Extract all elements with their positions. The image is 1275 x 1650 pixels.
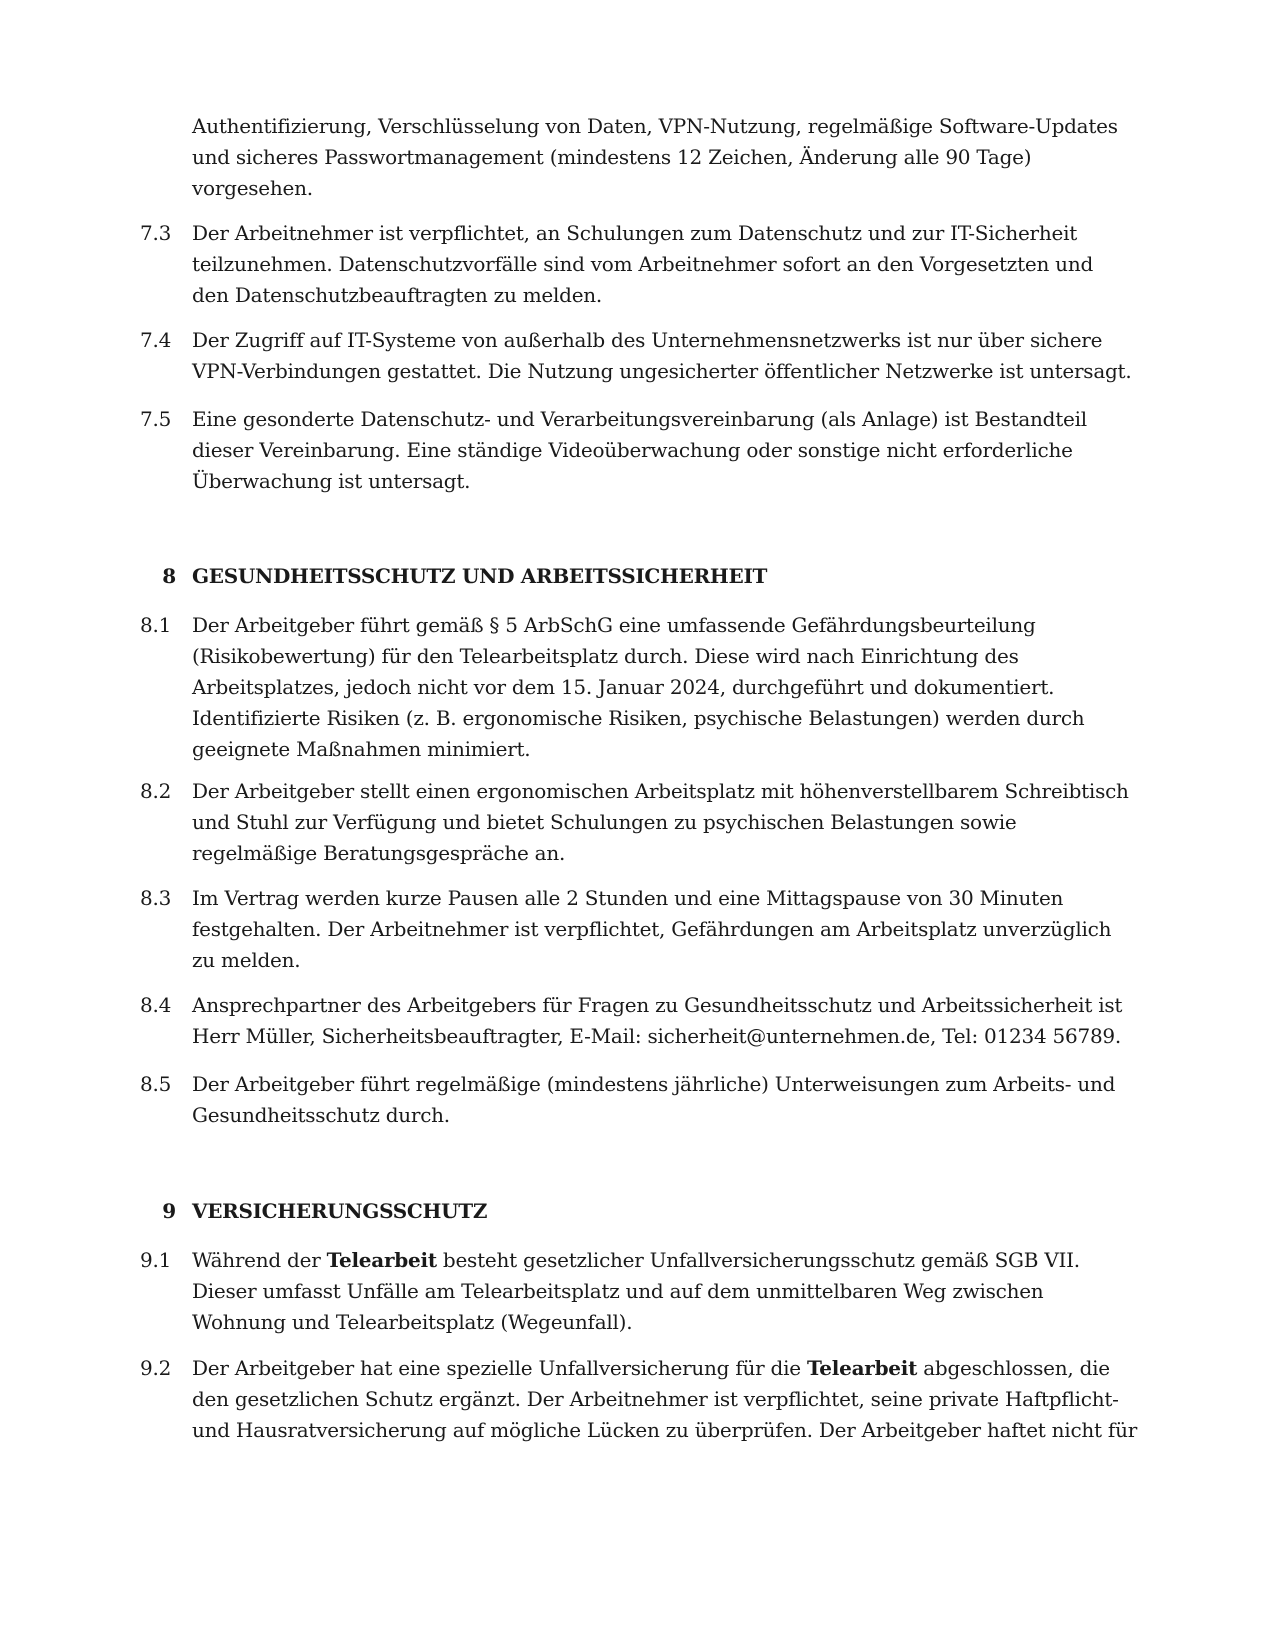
text-line: und Stuhl zur Verfügung und bietet Schulungen zu psychischen Belastungen sowie xyxy=(192,810,1017,834)
text-line: Der Zugriff auf IT-Systeme von außerhalb des Unternehmensnetzwerks ist nur über sichere xyxy=(192,328,1103,352)
clause-text xyxy=(192,218,1150,311)
section-title: GESUNDHEITSSCHUTZ UND ARBEITSSICHERHEIT xyxy=(192,564,768,588)
section-heading-9 xyxy=(140,1196,1150,1227)
text-line: vorgesehen. xyxy=(192,176,313,200)
clause-number: 8.4 xyxy=(140,993,172,1017)
text-line: Eine gesonderte Datenschutz- und Verarbeitungsvereinbarung (als Anlage) ist Bestandteil xyxy=(192,407,1087,431)
text-line xyxy=(192,1245,1150,1276)
text-line: Authentifizierung, Verschlüsselung von Daten, VPN-Nutzung, regelmäßige Software-Updates xyxy=(192,114,1118,138)
clause-text xyxy=(192,776,1150,869)
text-line: zu melden. xyxy=(192,948,301,972)
clause-8-5 xyxy=(140,1069,1150,1131)
text-line: Herr Müller, Sicherheitsbeauftragter, E-Mail: sicherheit@unternehmen.de, Tel: 01234 56789. xyxy=(192,1024,1122,1048)
clause-text xyxy=(192,404,1150,497)
text-line: Identifizierte Risiken (z. B. ergonomische Risiken, psychische Belastungen) werden durch xyxy=(192,706,1085,730)
clause-text xyxy=(192,1069,1150,1131)
emphasis-term: Telearbeit xyxy=(326,1248,437,1272)
text-line: Der Arbeitgeber stellt einen ergonomischen Arbeitsplatz mit höhenverstellbarem Schreibtisch xyxy=(192,779,1129,803)
clause-text xyxy=(192,325,1150,387)
section-heading-8 xyxy=(140,561,1150,592)
text-line: VPN-Verbindungen gestattet. Die Nutzung ungesicherter öffentlicher Netzwerke ist untersagt. xyxy=(192,359,1132,383)
text-line: Ansprechpartner des Arbeitgebers für Fragen zu Gesundheitsschutz und Arbeitssicherheit ist xyxy=(192,993,1123,1017)
clause-text xyxy=(192,1353,1150,1446)
text-line: dieser Vereinbarung. Eine ständige Videoüberwachung oder sonstige nicht erforderliche xyxy=(192,438,1073,462)
text-fragment: Während der xyxy=(192,1248,327,1272)
text-line: Dieser umfasst Unfälle am Telearbeitsplatz und auf dem unmittelbaren Weg zwischen xyxy=(192,1279,1044,1303)
clause-text xyxy=(192,111,1150,204)
section-number: 9 xyxy=(162,1199,176,1223)
clause-number: 8.5 xyxy=(140,1072,172,1096)
clause-7-3 xyxy=(140,218,1150,311)
clause-text xyxy=(192,990,1150,1052)
text-line: (Risikobewertung) für den Telearbeitsplatz durch. Diese wird nach Einrichtung des xyxy=(192,644,1019,668)
clause-9-1 xyxy=(140,1245,1150,1338)
text-line: regelmäßige Beratungsgespräche an. xyxy=(192,841,566,865)
clause-7-5 xyxy=(140,404,1150,497)
clause-number: 8.1 xyxy=(140,613,172,637)
text-line: Arbeitsplatzes, jedoch nicht vor dem 15. Januar 2024, durchgeführt und dokumentiert. xyxy=(192,675,1055,699)
clause-7-4 xyxy=(140,325,1150,387)
text-fragment: Der Arbeitgeber hat eine spezielle Unfallversicherung für die xyxy=(192,1356,807,1380)
text-line: den gesetzlichen Schutz ergänzt. Der Arbeitnehmer ist verpflichtet, seine private Haftpflicht- xyxy=(192,1387,1119,1411)
clause-8-3 xyxy=(140,883,1150,976)
text-line: Im Vertrag werden kurze Pausen alle 2 Stunden und eine Mittagspause von 30 Minuten xyxy=(192,886,1064,910)
clause-8-2 xyxy=(140,776,1150,869)
clause-text xyxy=(192,883,1150,976)
clause-number: 9.1 xyxy=(140,1248,172,1272)
clause-text xyxy=(192,610,1150,765)
text-fragment: besteht gesetzlicher Unfallversicherungsschutz gemäß SGB VII. xyxy=(436,1248,1080,1272)
clause-number: 7.4 xyxy=(140,328,172,352)
text-line: geeignete Maßnahmen minimiert. xyxy=(192,737,531,761)
clause-7-2-continuation xyxy=(140,111,1150,204)
clause-9-2 xyxy=(140,1353,1150,1446)
text-line: festgehalten. Der Arbeitnehmer ist verpflichtet, Gefährdungen am Arbeitsplatz unverzüglich xyxy=(192,917,1112,941)
text-line: Der Arbeitgeber führt gemäß § 5 ArbSchG eine umfassende Gefährdungsbeurteilung xyxy=(192,613,1036,637)
clause-8-1 xyxy=(140,610,1150,765)
section-number: 8 xyxy=(162,564,176,588)
text-line: den Datenschutzbeauftragten zu melden. xyxy=(192,283,603,307)
clause-number: 8.2 xyxy=(140,779,172,803)
text-line: teilzunehmen. Datenschutzvorfälle sind vom Arbeitnehmer sofort an den Vorgesetzten und xyxy=(192,252,1093,276)
text-line: und sicheres Passwortmanagement (mindestens 12 Zeichen, Änderung alle 90 Tage) xyxy=(192,145,1032,169)
text-line: Der Arbeitgeber führt regelmäßige (mindestens jährliche) Unterweisungen zum Arbeits- und xyxy=(192,1072,1116,1096)
text-fragment: abgeschlossen, die xyxy=(917,1356,1110,1380)
emphasis-term: Telearbeit xyxy=(806,1356,918,1380)
text-line: Der Arbeitnehmer ist verpflichtet, an Schulungen zum Datenschutz und zur IT-Sicherheit xyxy=(192,221,1078,245)
text-line: Wohnung und Telearbeitsplatz (Wegeunfall). xyxy=(192,1310,633,1334)
text-line xyxy=(192,1353,1150,1384)
clause-8-4 xyxy=(140,990,1150,1052)
text-line: und Hausratversicherung auf mögliche Lücken zu überprüfen. Der Arbeitgeber haftet nicht für xyxy=(192,1418,1138,1442)
clause-number: 8.3 xyxy=(140,886,172,910)
section-title: VERSICHERUNGSSCHUTZ xyxy=(192,1199,488,1223)
clause-number: 7.5 xyxy=(140,407,172,431)
text-line: Gesundheitsschutz durch. xyxy=(192,1103,450,1127)
clause-text xyxy=(192,1245,1150,1338)
text-line: Überwachung ist untersagt. xyxy=(192,469,471,493)
clause-number: 9.2 xyxy=(140,1356,172,1380)
clause-number: 7.3 xyxy=(140,221,172,245)
